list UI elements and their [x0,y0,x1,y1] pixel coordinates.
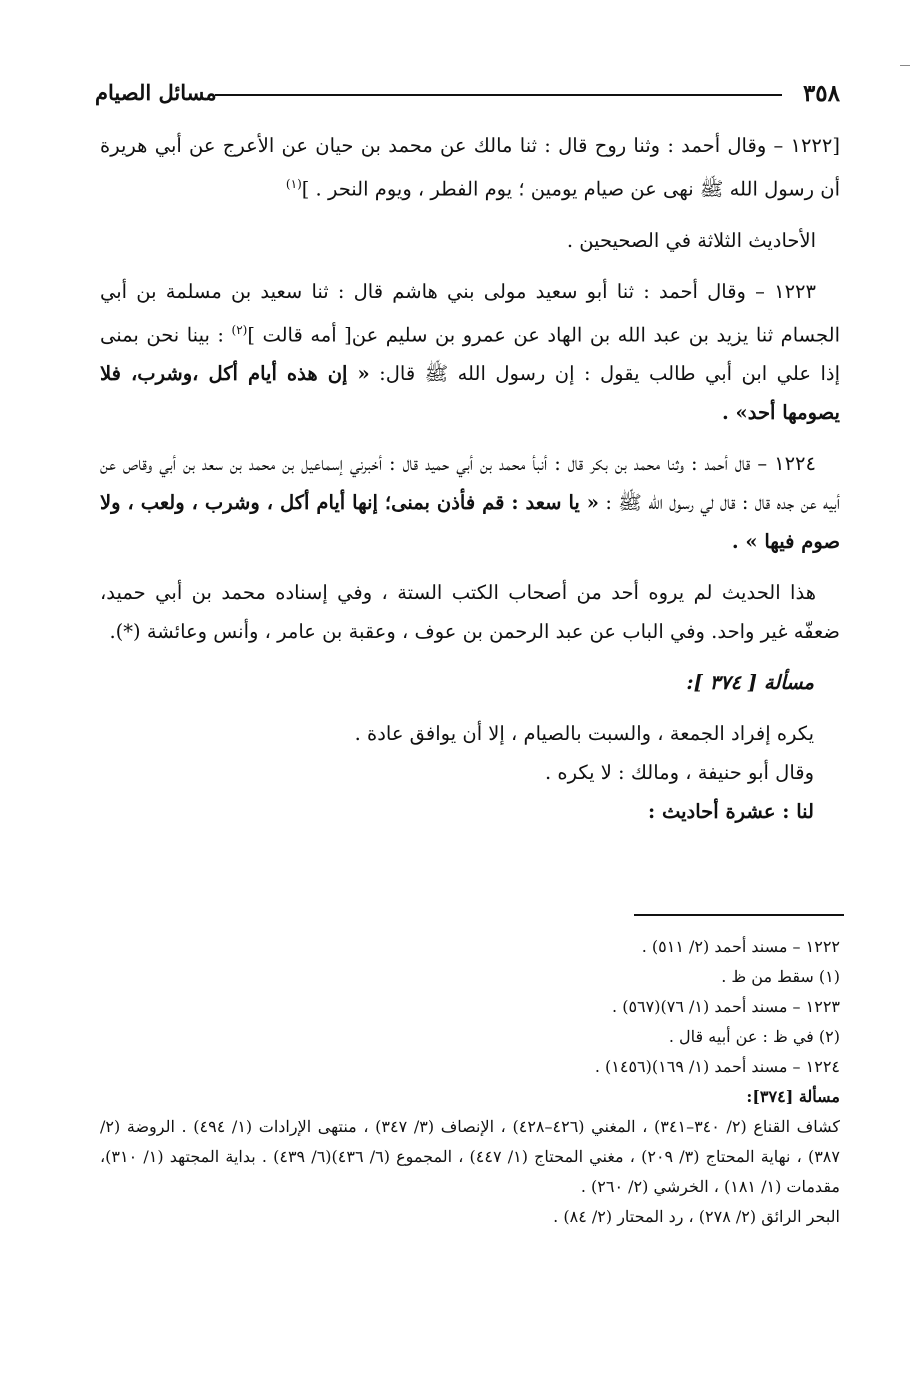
hadith-1224 [100,444,840,561]
hadith-1223-quote: « إن هذه أيام أكل ،وشرب، فلا يصومها أحد» . [100,362,840,424]
masala-rule: يكره إفراد الجمعة ، والسبت بالصيام ، إلا أن يوافق عادة . [354,722,814,745]
footnote-1224: ١٢٢٤ – مسند أحمد (١/ ١٦٩)(١٤٥٦) . [594,1057,840,1076]
page-header [95,80,840,114]
hadith-1224-quote: « يا سعد : قم فأذن بمنى؛ إنها أيام أكل ، وشرب ، ولعب ، ولا صوم فيها » . [100,491,840,553]
footnote-sources: كشاف القناع (٢/ ٣٤٠–٣٤١) ، المغني (٤٢٦–٤٢٨) ، الإنصاف (٣/ ٣٤٧) ، منتهى الإرادات (١/ ٤٩٤) . الروضة (٢/ ٣٨٧) ، نهاية المحتاج (٣/ ٢٠٩) ، مغني المحتاج (١/ ٤٤٧) ، المجموع (٦/ ٤٣٦)(٦/ ٤٣٩) . بداية المجتهد (١/ ٣١٠)، مقدمات (١/ ١٨١) ، الخرشي (٢/ ٢٦٠) . [100,1117,840,1196]
footnotes [100,932,840,1232]
hadith-1222 [100,126,840,209]
hadith-1224-text: ١٢٢٤ – قال أحمد : وثنا محمد بن بكر قال : أنبأ محمد بن أبي حميد قال : أخبرني إسماعيل بن محمد بن سعد بن أبي وقاص عن أبيه عن جده قال : قال لي رسول الله ﷺ : [100,452,840,514]
sahihayn-note: الأحاديث الثلاثة في الصحيحين . [566,228,816,252]
commentary: هذا الحديث لم يروه أحد من أصحاب الكتب الستة ، وفي إسناده محمد بن أبي حميد، ضعفّه غير واحد. وفي الباب عن عبد الرحمن بن عوف ، وعقبة بن عامر ، وأنس وعائشة (*). [100,581,840,643]
footnote-1223: ١٢٢٣ – مسند أحمد (١/ ٧٦)(٥٦٧) . [612,997,840,1016]
page-number: ٣٥٨ [802,80,840,107]
footnote-separator [634,914,844,916]
footnote-1: (١) سقط من ظ . [721,967,840,986]
footnote-mark-1: (١) [285,177,302,191]
main-text [100,126,840,831]
masala-opponents: وقال أبو حنيفة ، ومالك : لا يكره . [544,761,814,784]
running-title: مسائل الصيام [95,80,217,105]
hadith-1223-text-2: : بينا نحن بمنى إذا علي ابن أبي طالب يقول : إن رسول الله ﷺ قال: [100,323,840,385]
hadith-1222-text: [١٢٢٢ – وقال أحمد : وثنا روح قال : ثنا مالك عن محمد بن حيان عن الأعرج عن أبي هريرة أن رسول الله ﷺ نهى عن صيام يومين ؛ يوم الفطر ، ويوم النحر . ] [100,134,840,201]
footnote-2: (٢) في ظ : عن أبيه قال . [668,1027,840,1046]
margin-mark [900,65,910,66]
hadith-1223 [100,272,840,433]
hadith-1223-text-1: ١٢٢٣ – وقال أحمد : ثنا أبو سعيد مولى بني هاشم قال : ثنا سعيد بن مسلمة بن أبي الجسام ثنا يزيد بن عبد الله بن الهاد عن عمرو بن سليم عن[ أمه قالت ] [100,279,840,346]
footnote-sources-hanafi: البحر الرائق (٢/ ٢٧٨) ، رد المحتار (٢/ ٨٤) . [553,1207,840,1226]
footnote-1222: ١٢٢٢ – مسند أحمد (٢/ ٥١١) . [641,937,840,956]
header-rule [215,94,782,96]
masala-heading: مسألة [ ٣٧٤ ]: [686,671,814,694]
footnote-mark-2: (٢) [231,322,248,337]
masala-evidence: لنا : عشرة أحاديث : [648,800,814,823]
footnote-masala-heading: مسألة [٣٧٤]: [746,1087,840,1106]
